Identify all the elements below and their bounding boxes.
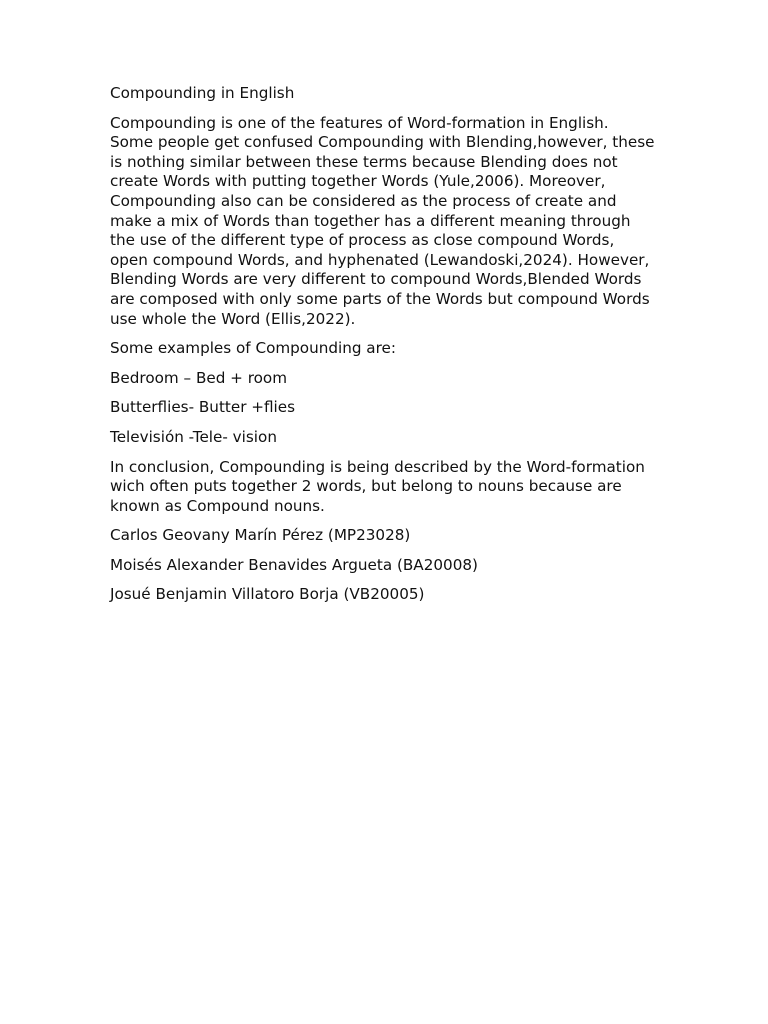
example-item: Televisión -Tele- vision xyxy=(110,427,277,446)
conclusion-paragraph: In conclusion, Compounding is being described by the Word-formation wich often puts together 2 words, but belong to nouns because are known as Compound nouns. xyxy=(110,457,645,515)
example-item: Butterflies- Butter +flies xyxy=(110,398,296,417)
examples-intro: Some examples of Compounding are: xyxy=(110,339,396,358)
document-title: Compounding in English xyxy=(110,84,295,102)
example-item: Bedroom – Bed + room xyxy=(110,368,288,387)
document-page xyxy=(110,84,655,615)
author-line: Moisés Alexander Benavides Argueta (BA20008) xyxy=(110,555,478,574)
author-line: Carlos Geovany Marín Pérez (MP23028) xyxy=(110,526,411,545)
author-line: Josué Benjamin Villatoro Borja (VB20005) xyxy=(110,585,425,604)
body-paragraph: Compounding is one of the features of Word-formation in English. Some people get confused Compounding with Blending,however, these is nothing similar between these terms because Blending does not create Words with putting together Words (Yule,2006). Moreover, Compounding also can be considered as the process of create and make a mix of Words than together has a different meaning through the use of the different type of process as close compound Words, open compound Words, and hyphenated (Lewandoski,2024). However, Blending Words are very different to compound Words,Blended Words are composed with only some parts of the Words but compound Words use whole the Word (Ellis,2022). xyxy=(110,113,655,328)
